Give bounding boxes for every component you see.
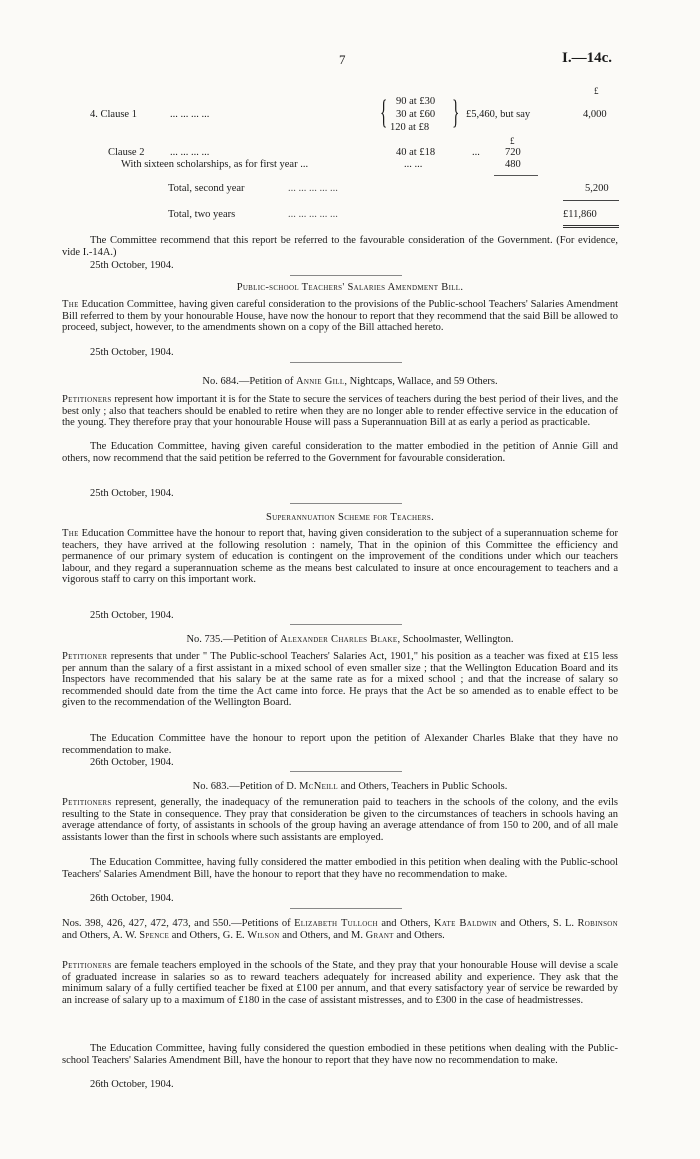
heading-text: and Others, S. L. <box>496 918 575 929</box>
petition-684-response: The Education Committee, having given careful consideration to the matter embodied in the petition of Annie Gill and others, now recommend that the said petition be referred to the Government for favourable consideration. <box>62 441 618 464</box>
petition-heading-684 <box>0 376 700 387</box>
body-text: represent how important it is for the State to secure the services of teachers during the best period of their lives, and the best only ; also that teachers should be enabled to retire when they are no longer able to render effective service in the education of the young. They therefore pray that your honourable House will pass a Superannuation Bill at as early a period as practicable. <box>62 394 618 429</box>
petition-735-date: 26th October, 1904. <box>90 757 174 768</box>
grand-total-double-rule <box>563 225 619 228</box>
petition-684-date: 25th October, 1904. <box>90 488 174 499</box>
total-rule <box>563 200 619 201</box>
clause1-brace-right: } <box>452 94 460 131</box>
body-text: Education Committee have the honour to report that, having given consideration to the subject of a superannuation scheme for teachers, they have arrived at the following resolution : namely, That in the opinion of this Committee the efficiency and permanence of our primary system of education is contingent on the improvement of the conditions under which our teachers labour, and they regard a superannuation scheme as the means best calculated to insure at once encouragement to teachers and a vigorous staff to carry on this important work. <box>62 528 618 586</box>
heading-text: and Others, <box>377 918 431 929</box>
heading-text: and Others. <box>393 929 445 941</box>
petition-heading-multiple <box>62 918 618 941</box>
currency-symbol: £ <box>594 86 599 96</box>
scholarships-label: With sixteen scholarships, as for first year ... <box>121 159 309 170</box>
salaries-bill-date: 25th October, 1904. <box>90 347 174 358</box>
petition-heading-rest: and Others, Teachers in Public Schools. <box>337 781 508 792</box>
lead-word: Petitioners <box>62 960 112 971</box>
petitioner-name: Alexander Charles Blake <box>280 634 398 645</box>
section-divider <box>290 908 402 909</box>
scholarships-value: 480 <box>505 159 521 170</box>
recommendation-date: 25th October, 1904. <box>90 260 174 271</box>
superannuation-date: 25th October, 1904. <box>90 610 174 621</box>
body-text: represent, generally, the inadequacy of the remuneration paid to teachers in the schools of the colony, and the evils resulting to the State in consequence. They pray that consideration be given to the circumstances of teachers in schools having an average attendance of forty, of assistants in schools of the group having an average attendance of from 150 to 200, and of all male assistants lower than the first in schools where such assistants are employed. <box>62 797 618 843</box>
scholarships-dots: ... ... <box>404 159 423 170</box>
petitions-female-teachers-paragraph <box>62 960 618 1006</box>
petitioner-name: Elizabeth Tulloch <box>294 918 378 929</box>
lead-word: Petitioners <box>62 394 112 405</box>
lead-word: Petitioner <box>62 651 108 662</box>
lead-word: Petitioners <box>62 797 112 808</box>
petitioner-name: Wilson <box>247 929 280 941</box>
section-divider <box>290 771 402 772</box>
clause1-rate-1: 90 at £30 <box>396 96 436 107</box>
salaries-bill-paragraph <box>62 299 618 334</box>
clause1-label: 4. Clause 1 <box>90 109 137 120</box>
petitions-female-teachers-response: The Education Committee, having fully considered the question embodied in these petitions when dealing with the Public-school Teachers' Salaries Amendment Bill, have the honour to report that they have now no recommendation to make. <box>62 1043 618 1066</box>
petitioner-name: Annie Gill <box>296 376 345 387</box>
lead-word: The <box>62 528 79 539</box>
petition-735-paragraph <box>62 651 618 709</box>
subtotal-rule <box>494 175 538 176</box>
petition-heading-735 <box>0 634 700 645</box>
section-heading-superannuation: Superannuation Scheme for Teachers. <box>265 512 435 523</box>
document-reference: I.—14c. <box>562 50 612 66</box>
section-heading-salaries-bill: Public-school Teachers' Salaries Amendment Bill. <box>236 282 464 293</box>
heading-text: and Others, A. W. <box>62 929 137 941</box>
petition-683-paragraph <box>62 797 618 843</box>
clause1-rate-2: 30 at £60 <box>396 109 436 120</box>
total-second-year-label: Total, second year <box>168 183 245 194</box>
superannuation-paragraph <box>62 528 618 586</box>
clause2-dots: ... ... ... ... <box>170 147 210 158</box>
total-two-years-dots: ... ... ... ... ... <box>288 209 338 220</box>
petition-683-response: The Education Committee, having fully considered the matter embodied in this petition when dealing with the Public-school Teachers' Salaries Amendment Bill, have the honour to report that they have no recommendation to make. <box>62 857 618 880</box>
total-two-years-value: £11,860 <box>563 209 597 220</box>
heading-text: and Others, and M. <box>279 929 363 941</box>
clause2-dots2: ... <box>472 147 480 158</box>
petition-number: No. 684.—Petition of <box>202 376 294 387</box>
total-second-year-dots: ... ... ... ... ... <box>288 183 338 194</box>
currency-symbol: £ <box>510 136 515 146</box>
page-number: 7 <box>339 52 346 67</box>
petitioner-name: McNeill <box>299 781 338 792</box>
petition-heading-683 <box>0 781 700 792</box>
heading-text: and Others, G. E. <box>169 929 245 941</box>
section-divider <box>290 503 402 504</box>
total-second-year-value: 5,200 <box>585 183 609 194</box>
clause1-brace-left: { <box>380 94 388 131</box>
clause1-value: 4,000 <box>583 109 607 120</box>
petition-heading-rest: , Schoolmaster, Wellington. <box>397 634 514 645</box>
petitions-female-teachers-date: 26th October, 1904. <box>90 1079 174 1090</box>
petition-735-response: The Education Committee have the honour to report upon the petition of Alexander Charles Blake that they have no recommendation to make. <box>62 733 618 756</box>
clause1-dots: ... ... ... ... <box>170 109 210 120</box>
petition-numbers: Nos. 398, 426, 427, 472, 473, and 550.—Petitions of <box>62 918 291 929</box>
body-text: Education Committee, having given careful consideration to the provisions of the Public-school Teachers' Salaries Amendment Bill referred to them by your honourable House, have now the honour to report that they recommend that the said Bill be allowed to proceed, subject, however, to the amendments shown on a copy of the Bill attached hereto. <box>62 299 618 334</box>
total-two-years-label: Total, two years <box>168 209 236 220</box>
petition-number: No. 735.—Petition of <box>186 634 278 645</box>
body-text: represents that under " The Public-school Teachers' Salaries Act, 1901," his position as a teacher was fixed at £15 less per annum than the salary of a first assistant in a mixed school of even smaller size ; that the Wellington Education Board and its Inspectors have recommended that his salary be at the same rate as for a mixed school ; and that the increase of salary so recommended should date from the time the Act came into force. He prays that the Act be so amended as to enable effect to be given to the recommendation of the Wellington Board. <box>62 651 618 709</box>
clause1-rate-3: 120 at £8 <box>390 122 430 133</box>
section-divider <box>290 275 402 276</box>
petition-number: No. 683.—Petition of D. <box>192 781 297 792</box>
clause1-total: £5,460, but say <box>466 109 531 120</box>
petition-684-paragraph <box>62 394 618 429</box>
petitioner-name: Kate Baldwin <box>434 918 497 929</box>
clause2-label: Clause 2 <box>108 147 145 158</box>
clause2-value: 720 <box>505 147 521 158</box>
lead-word: The <box>62 299 79 310</box>
petitioner-name: Grant <box>365 929 394 941</box>
petitioner-name: Spence <box>139 929 170 941</box>
petition-heading-rest: , Nightcaps, Wallace, and 59 Others. <box>344 376 498 387</box>
section-divider <box>290 362 402 363</box>
petitioner-name: Robinson <box>577 918 619 929</box>
body-text: are female teachers employed in the schools of the State, and they pray that your honourable House will devise a scale of graduated increase in salaries so as to reward teachers adequately for increased ability and experience. They ask that the minimum salary of a fully certified teacher be fixed at £100 per annum, and that every satisfactory year of service be rewarded by an increase of salary up to a maximum of £180 in the case of assistant mistresses, and to £300 in the case of headmistresses. <box>62 960 618 1006</box>
section-divider <box>290 624 402 625</box>
clause2-rate: 40 at £18 <box>396 147 436 158</box>
recommendation-paragraph: The Committee recommend that this report be referred to the favourable consideration of the Government. (For evidence, vide I.-14A.) <box>62 235 618 258</box>
petition-683-date: 26th October, 1904. <box>90 893 174 904</box>
